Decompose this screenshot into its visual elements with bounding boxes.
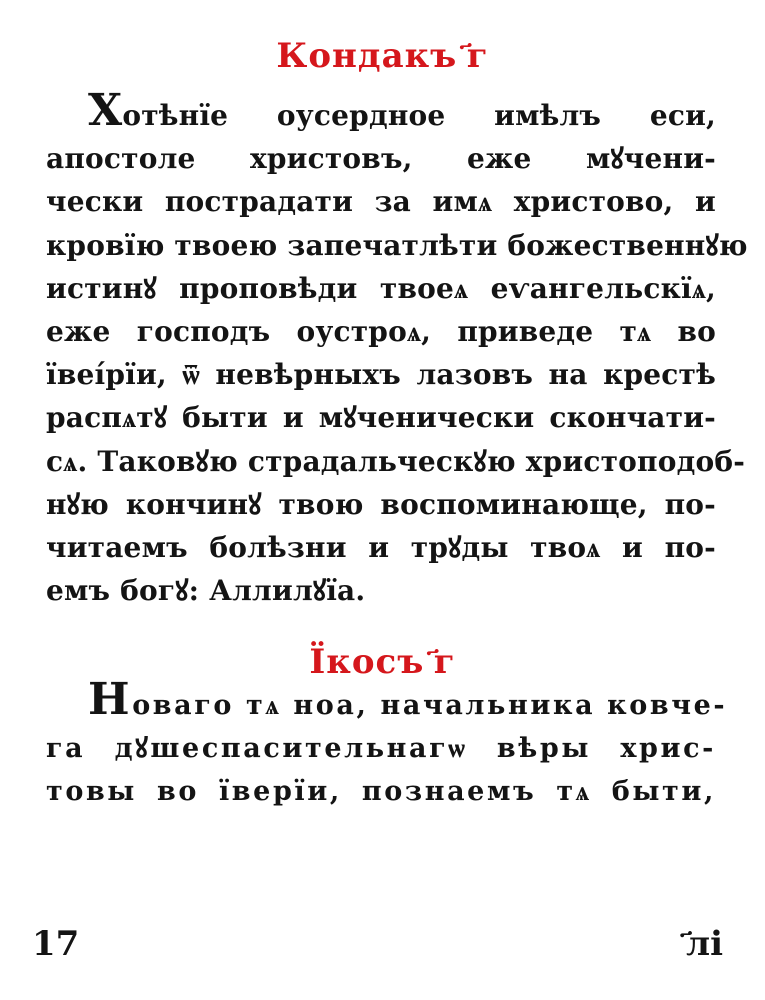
- ikos-heading: Їкосъ ҃г: [309, 642, 456, 682]
- kontakion-line-1-text: отѣнїе оусердное имѣлъ еси,: [122, 99, 716, 132]
- kontakion-line-8: распѧтꙋ быти и мꙋченически скончати-: [46, 401, 716, 435]
- kontakion-line-9: сѧ. Таковꙋю страдальческꙋю христоподоб-: [46, 444, 746, 478]
- kontakion-line-10: нꙋю кончинꙋ твою воспоминающе, по-: [46, 487, 716, 521]
- kontakion-line-2: апостоле христовъ, еже мꙋчени-: [46, 142, 716, 176]
- kontakion-line-7: ївеі́рїи, ѿ невѣрныхъ лазовъ на крестѣ: [46, 358, 716, 392]
- kontakion-text: [46, 85, 748, 612]
- kontakion-line-5: истинꙋ проповѣди твоеѧ еѵангельскїѧ,: [46, 271, 716, 305]
- kontakion-line-1: [46, 85, 716, 137]
- ikos-dropcap: Н: [88, 674, 133, 725]
- kontakion-line-4: кровїю твоею запечатлѣти божественнꙋю: [46, 228, 748, 262]
- kontakion-heading: Кондакъ ҃г: [276, 36, 489, 76]
- ikos-line-1: [46, 674, 728, 727]
- kontakion-line-11: читаемъ болѣзни и трꙋды твоѧ и по-: [46, 531, 716, 565]
- page-number-church-slavonic: ҃лі: [686, 924, 723, 964]
- ikos-line-3: товы во їверїи, познаемъ тѧ быти,: [46, 776, 716, 807]
- page-number-arabic: 17: [32, 924, 80, 964]
- kontakion-dropcap: Х: [88, 85, 123, 136]
- ikos-line-1-text: оваго тѧ ноа, начальника ковче-: [132, 690, 728, 721]
- kontakion-line-3: чески пострадати за имѧ христово, и: [46, 185, 716, 219]
- ikos-text: [46, 674, 728, 813]
- ikos-line-2: га дꙋшеспасительнагѡ вѣры хрис-: [46, 733, 716, 764]
- kontakion-line-12: емъ богꙋ: Аллилꙋїа.: [46, 574, 366, 608]
- kontakion-line-6: еже господъ оустроѧ, приведе тѧ во: [46, 315, 716, 349]
